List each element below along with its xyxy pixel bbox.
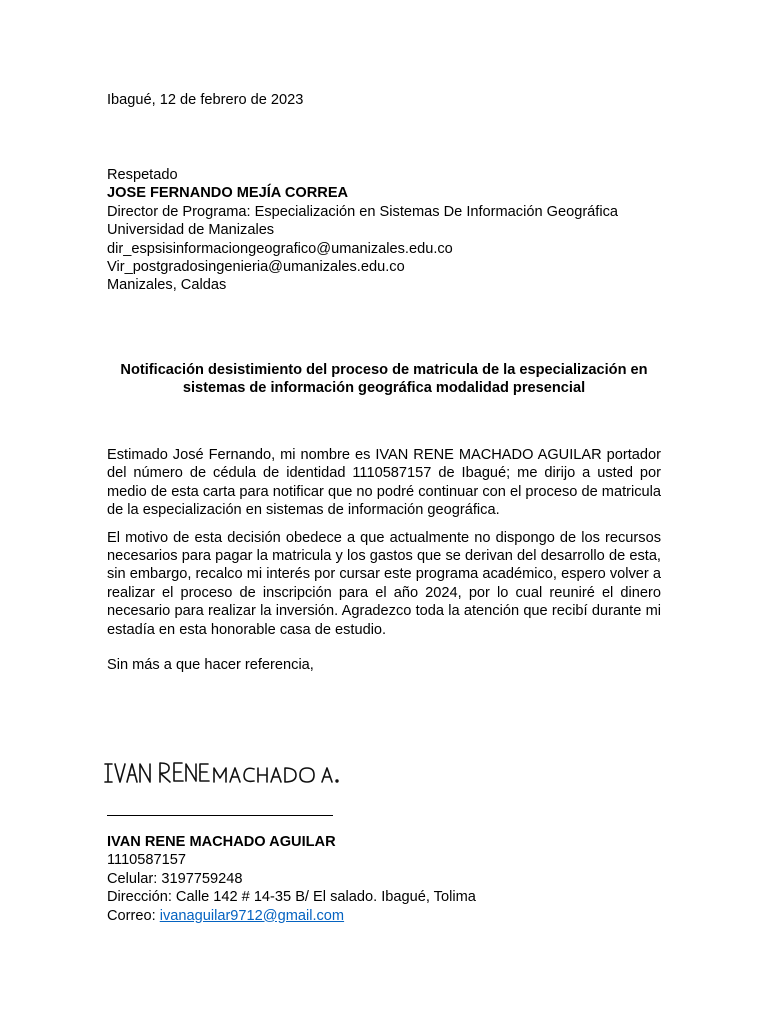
signer-email-row (107, 907, 476, 925)
recipient-city: Manizales, Caldas (107, 277, 227, 294)
handwritten-signature (104, 752, 344, 792)
body-paragraph-1: Estimado José Fernando, mi nombre es IVAN RENE MACHADO AGUILAR portador del número de cédula de identidad 1110587157 de Ibagué; me dirijo a usted por medio de esta carta para notificar que no podré continuar con el proceso de matricula de la especialización en sistemas de información geográfica. (107, 447, 661, 519)
body-paragraph-2: El motivo de esta decisión obedece a que actualmente no dispongo de los recursos necesarios para pagar la matricula y los gastos que se derivan del desarrollo de esta, sin embargo, recalco mi interés por cursar este programa académico, espero volver a realizar el proceso de inscripción para el año 2024, por lo cual reuniré el dinero necesario para realizar la inversión. Agradezco toda la atención que recibí durante mi estadía en esta honorable casa de estudio. (107, 529, 661, 638)
signer-id: 1110587157 (107, 852, 186, 869)
salutation: Respetado (107, 167, 178, 183)
recipient-email-2: Vir_postgradosingenieria@umanizales.edu.co (107, 259, 405, 276)
recipient-name: JOSE FERNANDO MEJÍA CORREA (107, 185, 349, 202)
signer-block (107, 833, 476, 925)
recipient-institution: Universidad de Manizales (107, 222, 275, 239)
signer-phone: Celular: 3197759248 (107, 870, 243, 887)
signer-email-label: Correo: (107, 907, 160, 924)
signer-email-link[interactable]: ivanaguilar9712@gmail.com (159, 907, 345, 924)
letter-body (107, 446, 661, 648)
signer-address: Dirección: Calle 142 # 14-35 B/ El salado. Ibagué, Tolima (107, 889, 476, 906)
subject-line: Notificación desistimiento del proceso de matricula de la especialización en sistemas de información geográfica modalidad presencial (120, 362, 648, 397)
signer-name: IVAN RENE MACHADO AGUILAR (107, 834, 336, 850)
closing-line: Sin más a que hacer referencia, (107, 657, 314, 673)
recipient-position: Director de Programa: Especialización en Sistemas De Información Geográfica (107, 203, 619, 220)
signature-line (107, 815, 333, 816)
date-line: Ibagué, 12 de febrero de 2023 (107, 92, 304, 108)
recipient-block (107, 166, 618, 295)
recipient-email-1: dir_espsisinformaciongeografico@umanizales.edu.co (107, 240, 453, 257)
